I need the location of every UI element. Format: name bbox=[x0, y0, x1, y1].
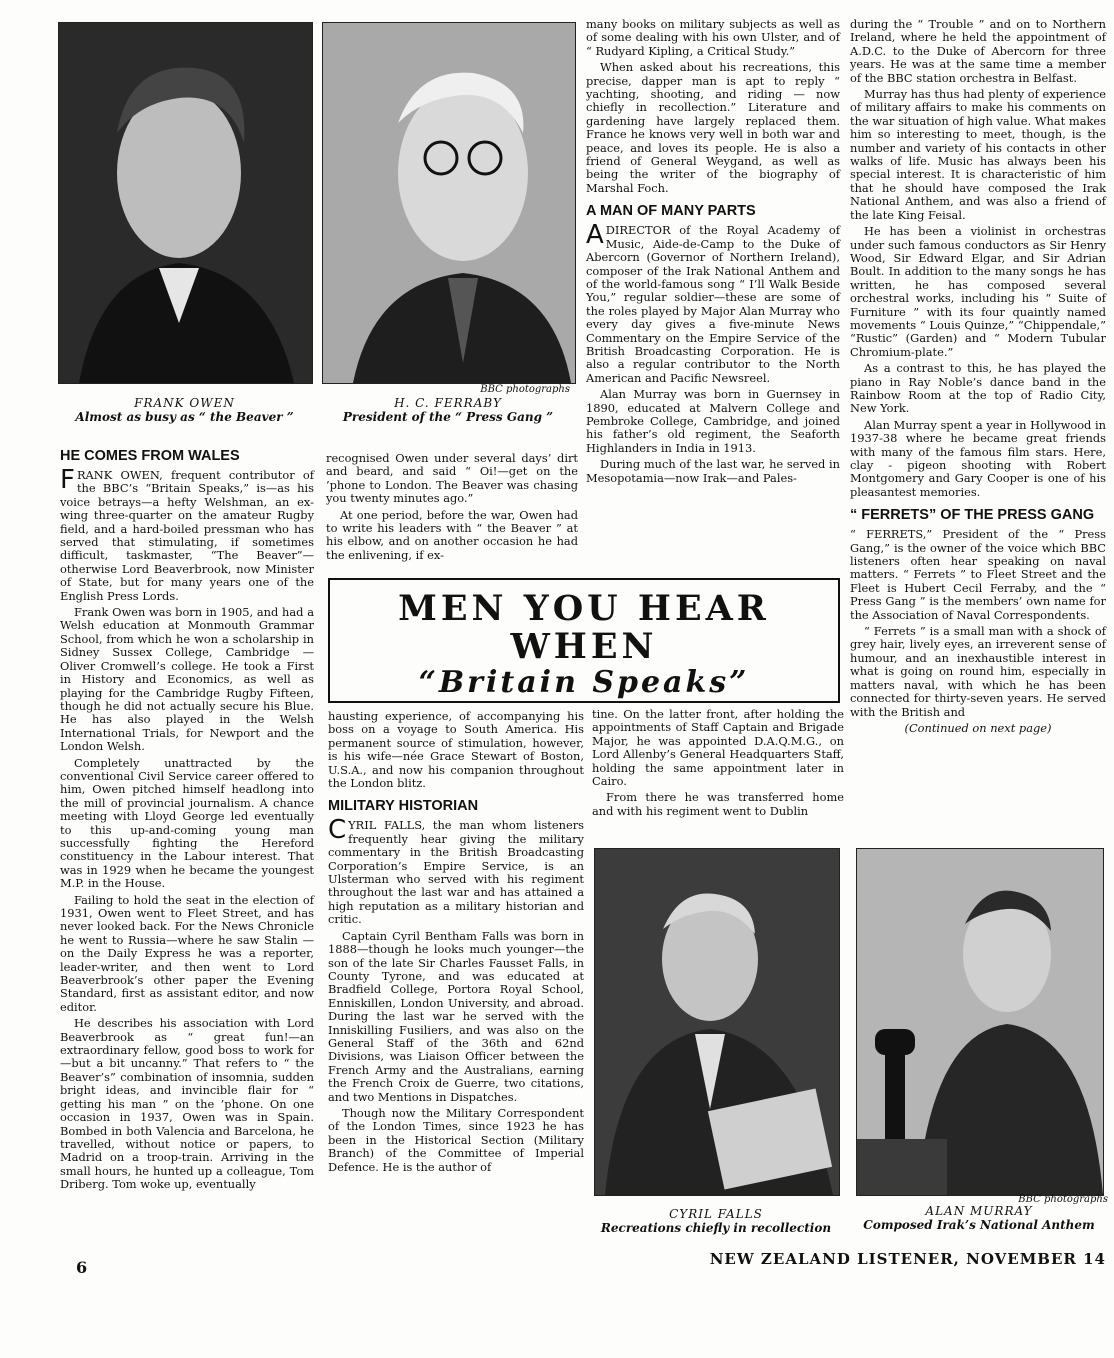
caption-name: FRANK OWEN bbox=[134, 396, 235, 410]
paragraph: He describes his association with Lord Beaverbrook as “ great fun!—an extraordinary fellow, good boss to work for—but a bit uncanny.” That refers to “ the Beaver’s” combination of insomnia, sudden bright ideas, and invincible flair for “ getting his man ” on the ’phone. On one occasion in 1937, Owen was in Spain. Bombed in both Valencia and Barcelona, he travelled, without notice or papers, to Madrid on a troop-train. Arriving in the small hours, he hunted up a colleague, Tom Driberg. Tom woke up, eventually bbox=[60, 1016, 314, 1192]
photo-credit: BBC photographs bbox=[480, 384, 570, 395]
continued-note: (Continued on next page) bbox=[904, 720, 1052, 735]
section-heading: “ FERRETS” OF THE PRESS GANG bbox=[850, 507, 1095, 524]
portrait-silhouette-icon bbox=[857, 849, 1103, 1195]
title-banner bbox=[328, 578, 840, 703]
paragraph: Frank Owen was born in 1905, and had a Welsh education at Monmouth Grammar School, from which he won a scholarship in Sidney Sussex College, Cambridge — Oliver Cromwell’s college. He took a First in History and Economics, as well as playing for the Cambridge Rugby Fifteen, though he did not actually secure his Blue. He has also played in the Welsh International Trials, for Newport and the London Welsh. bbox=[60, 605, 314, 754]
photo-hc-ferraby bbox=[322, 22, 576, 384]
banner-line-3: “Britain Speaks” bbox=[418, 665, 750, 700]
column-4 bbox=[850, 18, 1106, 735]
caption-hc-ferraby bbox=[322, 396, 574, 424]
caption-cyril-falls bbox=[594, 1207, 838, 1235]
caption-subtitle: President of the “ Press Gang ” bbox=[342, 410, 554, 424]
paragraph: At one period, before the war, Owen had to write his leaders with “ the Beaver ” at his elbow, and on another occasion he had the enlivening, if ex- bbox=[326, 507, 578, 562]
caption-name: H. C. FERRABY bbox=[394, 396, 502, 410]
paragraph: During much of the last war, he served in Mesopotamia—now Irak—and Pales- bbox=[586, 457, 840, 485]
paragraph: As a contrast to this, he has played the piano in Ray Noble’s dance band in the Rainbow Room at the top of Radio City, New York. bbox=[850, 361, 1106, 416]
section-heading: A MAN OF MANY PARTS bbox=[586, 203, 756, 220]
column-2-bottom bbox=[328, 710, 584, 1174]
column-2-top bbox=[326, 452, 578, 562]
caption-subtitle: Composed Irak’s National Anthem bbox=[863, 1218, 1095, 1232]
column-3-bottom bbox=[592, 708, 844, 818]
column-1 bbox=[60, 448, 314, 1192]
caption-name: CYRIL FALLS bbox=[669, 1207, 763, 1221]
paragraph: Alan Murray was born in Guernsey in 1890, educated at Malvern College and Pembroke College, Cambridge, and joined his father’s old regiment, the Seaforth Highlanders in India in 1913. bbox=[586, 387, 840, 455]
column-3-top bbox=[586, 18, 840, 485]
section-heading: MILITARY HISTORIAN bbox=[328, 798, 479, 815]
paragraph: When asked about his recreations, this precise, dapper man is apt to reply “ yachting, shooting, and riding — now chiefly in recollection.” Literature and gardening have largely replaced them. France he knows very well in both war and peace, and loves its people. He is also a friend of General Weygand, as well as being the writer of the biography of Marshal Foch. bbox=[586, 60, 840, 195]
paragraph: tine. On the latter front, after holding the appointments of Staff Captain and Brigade Major, he was appointed D.A.Q.M.G., on Lord Allenby’s General Headquarters Staff, holding the same appointment later in Cairo. bbox=[592, 707, 844, 789]
caption-subtitle: Almost as busy as “ the Beaver ” bbox=[75, 410, 294, 424]
portrait-silhouette-icon bbox=[595, 849, 839, 1195]
paragraph: hausting experience, of accompanying his boss on a voyage to South America. His permanent source of stimulation, however, is his wife—née Grace Stewart of Boston, U.S.A., and now his companion throughout the London blitz. bbox=[328, 709, 584, 791]
paragraph: during the “ Trouble ” and on to Northern Ireland, where he held the appointment of A.D.C. to the Duke of Abercorn for three years. He was at the same time a member of the BBC station orchestra in Belfast. bbox=[850, 17, 1106, 85]
paragraph: FRANK OWEN, frequent contributor of the BBC’s “Britain Speaks,” is—as his voice betrays—a hefty Welshman, an ex-wing three-quarter on the amateur Rugby field, and a hard-boiled pressman who has served that stimulating, if sometimes difficult, taskmaster, “The Beaver”—otherwise Lord Beaverbrook, now Minister of State, but for many years one of the English Press Lords. bbox=[60, 465, 314, 603]
caption-frank-owen bbox=[58, 396, 311, 424]
portrait-silhouette-icon bbox=[323, 23, 575, 383]
caption-name: ALAN MURRAY bbox=[925, 1204, 1033, 1218]
page-number: 6 bbox=[76, 1258, 88, 1277]
paragraph: many books on military subjects as well as of some dealing with his own Ulster, and of “ Rudyard Kipling, a Critical Study.” bbox=[586, 17, 840, 58]
paragraph: CYRIL FALLS, the man whom listeners frequently hear giving the military commentary in the British Broadcasting Corporation’s Empire Service, is an Ulsterman who served with his regiment throughout the last war and has attained a high reputation as a military historian and critic. bbox=[328, 815, 584, 927]
paragraph: Captain Cyril Bentham Falls was born in 1888—though he looks much younger—the son of the late Sir Charles Fausset Falls, in County Tyrone, and was educated at Bradfield College, Portora Royal School, Enniskillen, London University, and abroad. During the last war he served with the Inniskilling Fusiliers, and was also on the General Staff of the 36th and 62nd Divisions, was Liaison Officer between the French Army and the Australians, earning the French Croix de Guerre, two citations, and two Mentions in Dispatches. bbox=[328, 928, 584, 1104]
section-heading: HE COMES FROM WALES bbox=[60, 448, 240, 464]
photo-cyril-falls bbox=[594, 848, 840, 1196]
photo-frank-owen bbox=[58, 22, 313, 384]
caption-alan-murray bbox=[856, 1204, 1102, 1232]
paragraph: From there he was transferred home and with his regiment went to Dublin bbox=[592, 790, 844, 818]
paragraph: recognised Owen under several days’ dirt and beard, and said “ Oi!—get on the ’phone to London. The Beaver was chasing you twenty minutes ago.” bbox=[326, 451, 578, 506]
masthead: NEW ZEALAND LISTENER, NOVEMBER 14 bbox=[709, 1250, 1106, 1268]
photo-credit: BBC photographs bbox=[1018, 1194, 1108, 1205]
paragraph: He has been a violinist in orchestras under such famous conductors as Sir Henry Wood, Sir Edward Elgar, and Sir Adrian Boult. In addition to the many songs he has written, he has composed several orchestral works, including his “ Suite of Furniture ” with its four quaintly named movements “ Louis Quinze,” “Chippendale,” “Rustic” (Garden) and “ Modern Tubular Chromium-plate.” bbox=[850, 224, 1106, 359]
paragraph: Completely unattracted by the conventional Civil Service career offered to him, Owen pitched himself headlong into the mill of provincial journalism. A chance meeting with Lloyd George led eventually to this up-and-coming young man successfully fighting the Hereford constituency in the Labour interest. That was in 1929 when he became the youngest M.P. in the House. bbox=[60, 755, 314, 891]
banner-line-1: MEN YOU HEAR bbox=[398, 588, 770, 629]
paragraph: Alan Murray spent a year in Hollywood in 1937-38 where he became great friends with many of the famous film stars. Here, clay - pigeon shooting with Robert Montgomery and Gary Cooper is one of his pleasantest memories. bbox=[850, 417, 1106, 499]
paragraph: Murray has thus had plenty of experience of military affairs to make his comments on the war situation of high value. What makes him so interesting to meet, though, is the number and variety of his contacts in other walks of life. Music has always been his special interest. It is characteristic of him that he should have composed the Irak National Anthem, and was also a friend of the late King Feisal. bbox=[850, 87, 1106, 222]
banner-line-2: WHEN bbox=[510, 626, 658, 667]
portrait-silhouette-icon bbox=[59, 23, 312, 383]
paragraph: Failing to hold the seat in the election of 1931, Owen went to Fleet Street, and has never looked back. For the News Chronicle he went to Russia—where he saw Stalin — on the Daily Express he was a reporter, leader-writer, and then went to Lord Beaverbrook’s other paper the Evening Standard, first as assistant editor, and now editor. bbox=[60, 892, 314, 1014]
paragraph: ADIRECTOR of the Royal Academy of Music, Aide-de-Camp to the Duke of Abercorn (Governor of Northern Ireland), composer of the Irak National Anthem and of the world-famous song “ I’ll Walk Beside You,” regular soldier—these are some of the roles played by Major Alan Murray who every day gives a five-minute News Commentary on the Empire Service of the British Broadcasting Corporation. He is also a regular contributor to the North American and Pacific Newsreel. bbox=[586, 220, 840, 385]
paragraph: “ FERRETS,” President of the “ Press Gang,” is the owner of the voice which BBC listeners often hear speaking on naval matters. “ Ferrets ” to Fleet Street and the Fleet is Hubert Cecil Ferraby, and the “ Press Gang ” is the members’ own name for the Association of Naval Correspondents. bbox=[850, 527, 1106, 622]
paragraph: “ Ferrets ” is a small man with a shock of grey hair, lively eyes, an irreverent sense of humour, and an inexhaustible interest in what is going on round him, especially in matters naval, with which he has been connected for thirty-seven years. He served with the British and bbox=[850, 624, 1106, 719]
photo-alan-murray bbox=[856, 848, 1104, 1196]
caption-subtitle: Recreations chiefly in recollection bbox=[600, 1221, 832, 1235]
paragraph: Though now the Military Correspondent of the London Times, since 1923 he has been in the Historical Section (Military Branch) of the Committee of Imperial Defence. He is the author of bbox=[328, 1105, 584, 1174]
